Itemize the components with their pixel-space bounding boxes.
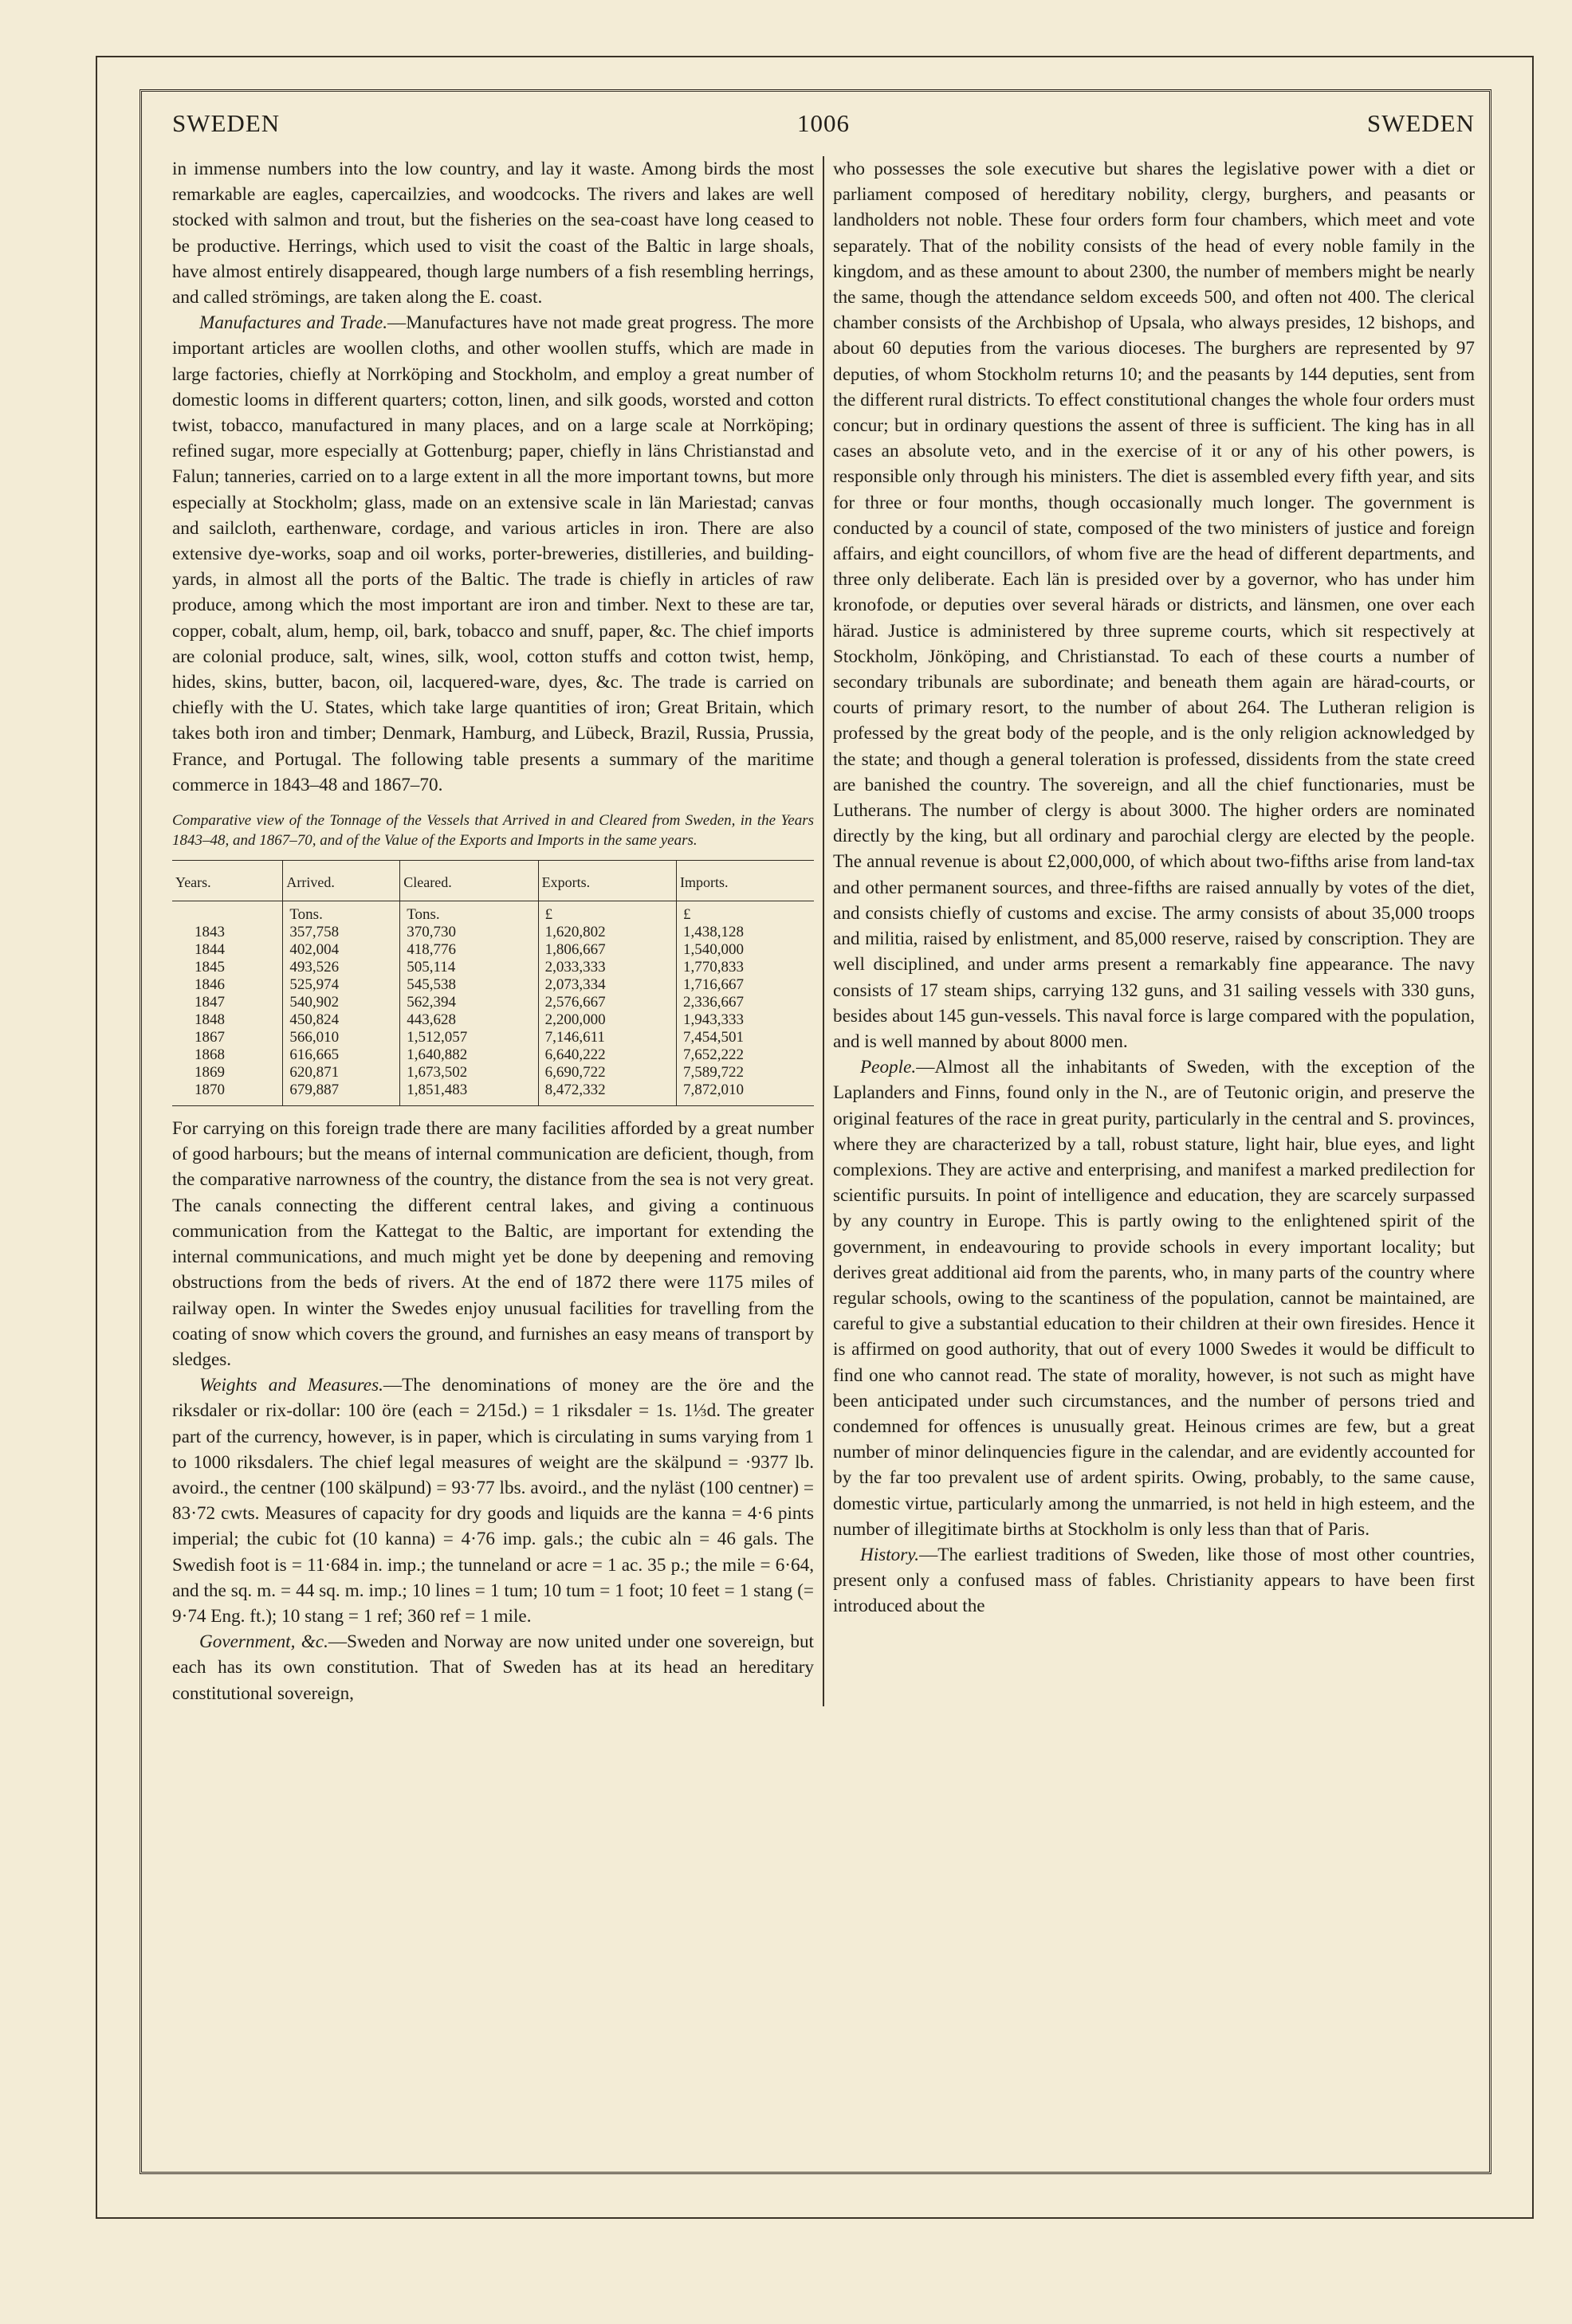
table-header-row — [172, 861, 814, 901]
table-cell-year: 1847 — [195, 994, 225, 1011]
table-row — [172, 924, 814, 941]
table-cell-value: 1,851,483 — [400, 1082, 538, 1106]
page — [172, 96, 1475, 2136]
heading-government: Government, &c. — [199, 1631, 328, 1653]
heading-manufactures: Manufactures and Trade. — [199, 312, 387, 334]
table-cell-value: 1,640,882 — [400, 1046, 538, 1064]
table-cell-year: 1868 — [195, 1046, 225, 1064]
table-cell-year: 1848 — [195, 1011, 225, 1029]
table-cell-year: 1870 — [195, 1082, 225, 1099]
col-header-cleared: Cleared. — [400, 861, 538, 901]
paragraph-manufactures: Manufactures and Trade.—Manufactures have not made great progress. The more important articles are woollen cloths, and other woollen stuffs, which are made in large factories, chiefly at Norrköping and Stockholm, and employ a great number of domestic looms in different quarters; cotton, linen, and silk goods, worsted and cotton twist, tobacco, manufactured in many places, and on a large scale at Norrköping; refined sugar, more especially at Gottenburg; paper, chiefly in läns Christianstad and Falun; tanneries, carried on to a large extent in all the more important towns, but more especially at Stockholm; glass, made on an extensive scale in län Mariestad; canvas and sailcloth, earthenware, cordage, and various articles in iron. There are also extensive dye-works, soap and oil works, porter-breweries, distilleries, and building-yards, in almost all the ports of the Baltic. The trade is chiefly in articles of raw produce, among which the most important are iron and timber. Next to these are tar, copper, cobalt, alum, hemp, oil, bark, tobacco and snuff, paper, &c. The chief imports are colonial produce, salt, wines, silk, wool, cotton stuffs and cotton twist, hemp, hides, skins, butter, bacon, oil, lacquered-ware, dyes, &c. The trade is carried on chiefly with the U. States, which take large quantities of iron; Great Britain, which takes both iron and timber; Denmark, Hamburg, and Lübeck, Brazil, Russia, Prussia, France, and Portugal. The following table presents a summary of the maritime commerce in 1843–48 and 1867–70. — [172, 312, 814, 795]
table-cell-value: 540,902 — [283, 994, 400, 1011]
header-left: SWEDEN — [172, 109, 281, 137]
table-cell-value: 679,887 — [283, 1082, 400, 1106]
table-cell-year: 1845 — [195, 959, 225, 976]
table-cell-value: 402,004 — [283, 941, 400, 959]
table-cell-value: 505,114 — [400, 959, 538, 976]
heading-weights: Weights and Measures. — [199, 1375, 383, 1396]
table-row — [172, 959, 814, 976]
table-cell-value: 8,472,332 — [538, 1082, 676, 1106]
header-right: SWEDEN — [1366, 109, 1475, 137]
table-cell-value: 418,776 — [400, 941, 538, 959]
table-cell-value: 2,073,334 — [538, 976, 676, 994]
table-cell-value: 7,872,010 — [677, 1082, 815, 1106]
table-cell-value: 545,538 — [400, 976, 538, 994]
table-caption: Comparative view of the Tonnage of the Vessels that Arrived in and Cleared from Sweden, in the Years 1843–48, and 1867–70, and of the Value of the Exports and Imports in the same years. — [172, 812, 814, 850]
table-cell-value: 370,730 — [400, 924, 538, 941]
paragraph-constitution: who possesses the sole executive but shares the legislative power with a diet or parliament composed of hereditary nobility, clergy, burghers, and peasants or landholders not noble. These four orders form four chambers, which meet and vote separately. That of the nobility consists of the head of every noble family in the kingdom, and as these amount to about 2300, the number of members might be nearly the same, though the attendance seldom exceeds 500, and often not 400. The clerical chamber consists of the Archbishop of Upsala, who always presides, 12 bishops, and about 60 deputies from the various dioceses. The burghers are represented by 97 deputies, of whom Stockholm returns 10; and the peasants by 144 deputies, sent from the different rural districts. To effect constitutional changes the whole four orders must concur; but in ordinary questions the assent of three is sufficient. The king has in all cases an absolute veto, and in the exercise of it or any of his other powers, is responsible only through his ministers. The diet is assembled every fifth year, and sits for three or four months, though occasionally much longer. The government is conducted by a council of state, composed of the two ministers of justice and foreign affairs, and eight councillors, of whom five are the head of different departments, and three only deliberate. Each län is presided over by a governor, who has under him kronofode, or deputies over several härads or districts, and länsmen, one over each härad. Justice is administered by three supreme courts, which sit respectively at Stockholm, Jönköping, and Christianstad. To each of these courts a number of secondary tribunals are subordinate; and beneath them again are härad-courts, or courts of primary resort, to the number of about 264. The Lutheran religion is professed by the great body of the people, and is the only religion acknowledged by the state; and though a general toleration is professed, dissidents from the state creed are banished the country. The sovereign, and all the chief functionaries, must be Lutherans. The number of clergy is about 3000. The higher orders are nominated directly by the king, but all ordinary and parochial clergy are elected by the people. The annual revenue is about £2,000,000, of which about two-fifths arise from land-tax and other permanent sources, and three-fifths are raised annually by votes of the diet, and consists chiefly of customs and excise. The army consists of about 35,000 troops and militia, raised by enlistment, and 85,000 reserve, raised by conscription. They are well disciplined, and under arms present a remarkably fine appearance. The navy consists of 17 steam ships, carrying 132 guns, and 31 sailing vessels with 330 guns, besides about 145 gun-vessels. This naval force is large compared with the population, and is well manned by about 8000 men. — [833, 159, 1475, 1052]
table-row — [172, 976, 814, 994]
table-cell-value: 443,628 — [400, 1011, 538, 1029]
table-cell-value: 616,665 — [283, 1046, 400, 1064]
table-cell-value: 1,540,000 — [677, 941, 815, 959]
table-cell-value: 1,770,833 — [677, 959, 815, 976]
right-column — [833, 156, 1475, 1706]
table-cell-value: 1,620,802 — [538, 924, 676, 941]
table-cell-value: 566,010 — [283, 1029, 400, 1046]
table-cell-value: 1,943,333 — [677, 1011, 815, 1029]
paragraph-communication: For carrying on this foreign trade there are many facilities afforded by a great number of good harbours; but the means of internal communication are deficient, though, from the comparative narrowness of the country, the distance from the sea is not very great. The canals connecting the different central lakes, and giving a continuous communication from the Kattegat to the Baltic, are important for extending the internal communications, and much might yet be done by deepening and removing obstructions from the beds of rivers. At the end of 1872 there were 1175 miles of railway open. In winter the Swedes enjoy unusual facilities for travelling from the coating of snow which covers the ground, and furnishes an easy means of transport by sledges. — [172, 1118, 814, 1370]
table-cell-value: 7,652,222 — [677, 1046, 815, 1064]
paragraph-history: History.—The earliest traditions of Sweden, like those of most other countries, present only a confused mass of fables. Christianity appears to have been first introduced about the — [833, 1544, 1475, 1617]
table-cell-year: 1846 — [195, 976, 225, 994]
table-cell-value: 7,589,722 — [677, 1064, 815, 1082]
table-cell-value: 6,690,722 — [538, 1064, 676, 1082]
col-header-arrived: Arrived. — [283, 861, 400, 901]
heading-people: People. — [860, 1057, 917, 1078]
table-cell-value: 1,806,667 — [538, 941, 676, 959]
table-cell-value: 2,336,667 — [677, 994, 815, 1011]
table-cell-year: 1844 — [195, 941, 225, 959]
text-columns — [172, 156, 1475, 1706]
paragraph-government: Government, &c.—Sweden and Norway are now united under one sovereign, but each has its own constitution. That of Sweden has at its head an hereditary constitutional sovereign, — [172, 1631, 814, 1704]
table-cell-value: 6,640,222 — [538, 1046, 676, 1064]
left-column — [172, 156, 814, 1706]
paragraph-weights: Weights and Measures.—The denominations of money are the öre and the riksdaler or rix-dollar: 100 öre (each = 2⁄15d.) = 1 riksdaler = 1s. 1⅓d. The greater part of the currency, however, is in paper, which is circulating in sums varying from 1 to 1000 riksdalers. The chief legal measures of weight are the skälpund = ·9377 lb. avoird., the centner (100 skälpund) = 93·77 lbs. avoird., and the nyläst (100 centner) = 83·72 cwts. Measures of capacity for dry goods and liquids are the kanna = 4·6 pints imperial; the cubic fot (10 kanna) = 4·76 imp. gals.; the cubic aln = 46 gals. The Swedish foot is = 11·684 in. imp.; the tunneland or acre = 1 ac. 35 p.; the mile = 6·64, and the sq. m. = 44 sq. m. imp.; 10 lines = 1 tum; 10 tum = 1 foot; 10 feet = 1 stang (= 9·74 Eng. ft.); 10 stang = 1 ref; 360 ref = 1 mile. — [172, 1375, 814, 1627]
table-cell-value: 562,394 — [400, 994, 538, 1011]
table-cell-value: 1,512,057 — [400, 1029, 538, 1046]
table-cell-value: 1,716,667 — [677, 976, 815, 994]
table-row — [172, 1046, 814, 1064]
table-units-row: Tons. Tons. £ £ — [172, 901, 814, 924]
table-cell-value: 7,146,611 — [538, 1029, 676, 1046]
table-cell-value: 620,871 — [283, 1064, 400, 1082]
table-cell-year: 1843 — [195, 924, 225, 941]
table-cell-year: 1869 — [195, 1064, 225, 1082]
table-cell-value: 2,200,000 — [538, 1011, 676, 1029]
table-cell-value: 450,824 — [283, 1011, 400, 1029]
running-header — [172, 96, 1475, 151]
table-cell-value: 357,758 — [283, 924, 400, 941]
page-number: 1006 — [797, 109, 850, 137]
heading-history: History. — [860, 1544, 920, 1565]
table-row — [172, 1011, 814, 1029]
col-header-years: Years. — [172, 861, 283, 901]
table-row — [172, 1064, 814, 1082]
column-divider — [823, 156, 824, 1706]
table-cell-value: 2,033,333 — [538, 959, 676, 976]
paragraph-people: People.—Almost all the inhabitants of Sweden, with the exception of the Laplanders and Finns, found only in the N., are of Teutonic origin, and preserve the original features of the race in great purity, particularly in the central and S. provinces, where they are characterized by a tall, robust stature, light hair, blue eyes, and light complexions. They are active and enterprising, and manifest a marked predilection for scientific pursuits. In point of intelligence and education, they are scarcely surpassed by any country in Europe. This is partly owing to the enlightened spirit of the government, in endeavouring to provide schools in every important locality; but derives great additional aid from the parents, who, in many parts of the country where regular schools, owing to the scantiness of the population, cannot be maintained, are careful to give a substantial education to their children at their own firesides. Hence it is affirmed on good authority, that out of every 1000 Swedes it would be difficult to find one who cannot read. The state of morality, however, is not such as might have been anticipated under such circumstances, and the number of persons tried and condemned for offences is unusually great. Heinous crimes are few, but a great number of minor delinquencies figure in the calendar, and are evidently accounted for by the far too prevalent use of ardent spirits. Owing, probably, to the same cause, domestic virtue, particularly among the unmarried, is not held in high esteem, and the number of illegitimate births at Stockholm is only less than that of Paris. — [833, 1057, 1475, 1540]
table-cell-value: 525,974 — [283, 976, 400, 994]
table-row — [172, 1029, 814, 1046]
table-row — [172, 1082, 814, 1106]
table-body — [172, 901, 814, 1106]
table-row — [172, 941, 814, 959]
table-row — [172, 994, 814, 1011]
table-cell-year: 1867 — [195, 1029, 225, 1046]
paragraph-fauna: in immense numbers into the low country, and lay it waste. Among birds the most remarkable are eagles, capercailzies, and woodcocks. The rivers and lakes are well stocked with salmon and trout, but the fisheries on the sea-coast have long ceased to be productive. Herrings, which used to visit the coast of the Baltic in large shoals, have almost entirely disappeared, though large numbers of a fish resembling herrings, and called strömings, are taken along the E. coast. — [172, 159, 814, 308]
table-cell-value: 7,454,501 — [677, 1029, 815, 1046]
table-cell-value: 1,438,128 — [677, 924, 815, 941]
table-cell-value: 1,673,502 — [400, 1064, 538, 1082]
col-header-imports: Imports. — [677, 861, 815, 901]
table-cell-value: 493,526 — [283, 959, 400, 976]
table-cell-value: 2,576,667 — [538, 994, 676, 1011]
col-header-exports: Exports. — [538, 861, 676, 901]
tonnage-table — [172, 860, 814, 1106]
